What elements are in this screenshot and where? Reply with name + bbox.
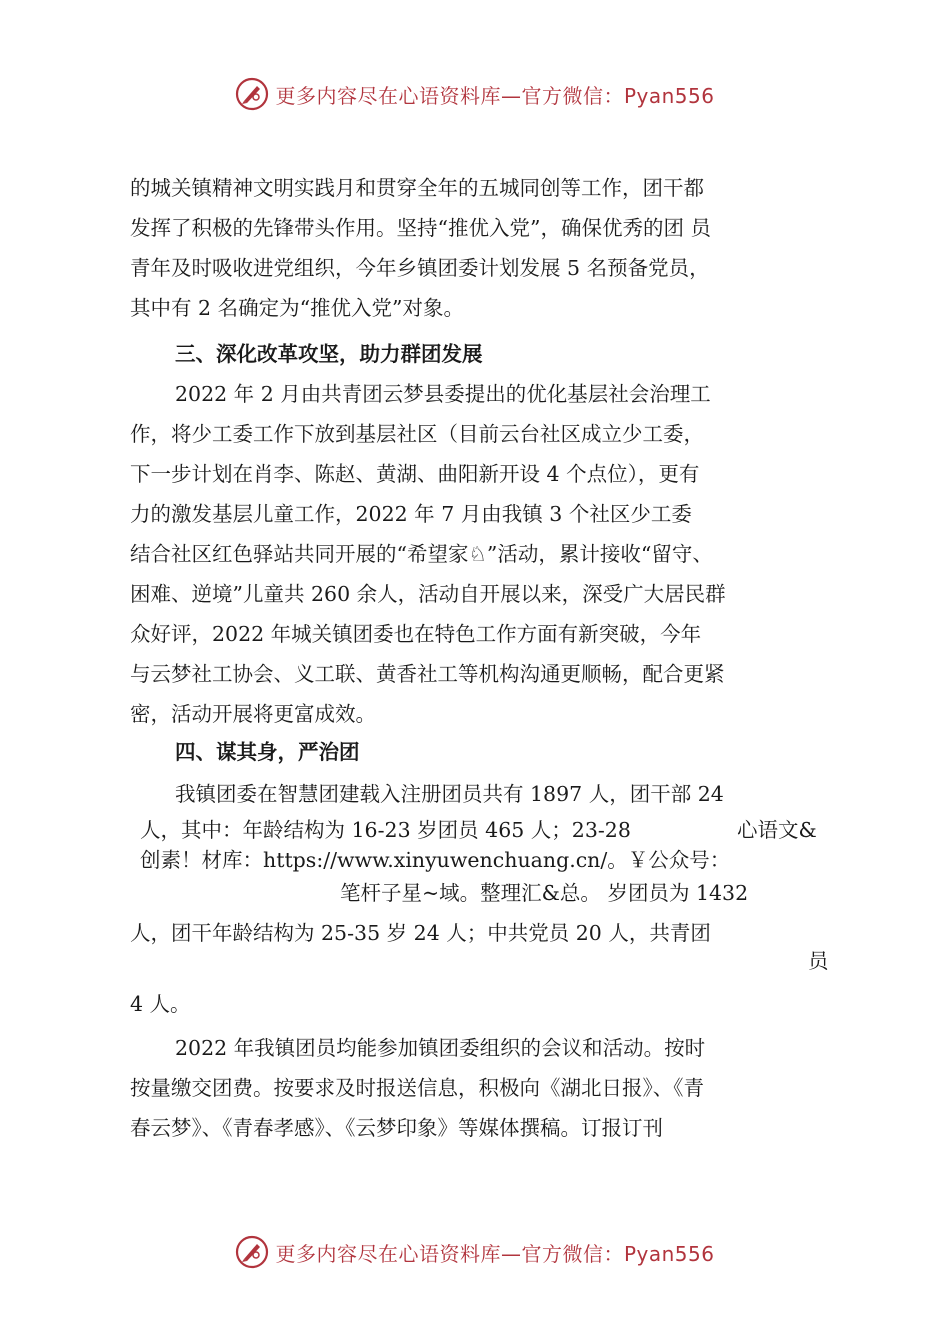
section-heading: 四、谋其身，严治团	[175, 740, 360, 764]
paragraph-line: 众好评，2022 年城关镇团委也在特色工作方面有新突破，今年	[130, 622, 702, 646]
pen-quill-logo-icon	[235, 77, 269, 111]
watermark-text: 更多内容尽在心语资料库—官方微信：Pyan556	[275, 83, 715, 108]
paragraph-line: 与云梦社工协会、义工联、黄香社工等机构沟通更顺畅，配合更紧	[130, 662, 725, 686]
paragraph-line: 4 人。	[130, 992, 191, 1016]
paragraph-line: 其中有 2 名确定为“推优入党”对象。	[130, 296, 465, 320]
paragraph-line: 2022 年我镇团员均能参加镇团委组织的会议和活动。按时	[175, 1036, 706, 1060]
paragraph-line: 青年及时吸收进党组织，今年乡镇团委计划发展 5 名预备党员，	[130, 256, 710, 280]
paragraph-line: 密，活动开展将更富成效。	[130, 702, 376, 726]
watermark-text: 更多内容尽在心语资料库—官方微信：Pyan556	[275, 1241, 715, 1266]
section-heading: 三、深化改革攻坚，助力群团发展	[175, 342, 483, 366]
watermark-banner-bottom	[0, 1230, 950, 1274]
paragraph-line: 员	[808, 949, 829, 973]
paragraph-line: 心语文&	[737, 818, 817, 842]
paragraph-line: 按量缴交团费。按要求及时报送信息，积极向《湖北日报》、《青	[130, 1076, 704, 1100]
paragraph-line: 创素！材库：https://www.xinyuwenchuang.cn/。￥公众号：	[140, 848, 731, 872]
paragraph-line: 2022 年 2 月由共青团云梦县委提出的优化基层社会治理工	[175, 382, 711, 406]
paragraph-line: 作，将少工委工作下放到基层社区（目前云台社区成立少工委，	[130, 422, 704, 446]
paragraph-line: 下一步计划在肖李、陈赵、黄湖、曲阳新开设 4 个点位），更有	[130, 462, 700, 486]
paragraph-line: 的城关镇精神文明实践月和贯穿全年的五城同创等工作，团干都	[130, 176, 704, 200]
paragraph-line: 笔杆子星~域。整理汇&总。 岁团员为 1432	[340, 881, 749, 905]
paragraph-line: 力的激发基层儿童工作，2022 年 7 月由我镇 3 个社区少工委	[130, 502, 692, 526]
paragraph-line: 春云梦》、《青春孝感》、《云梦印象》等媒体撰稿。订报订刊	[130, 1116, 663, 1140]
pen-quill-logo-icon	[235, 1235, 269, 1269]
paragraph-line: 人，其中：年龄结构为 16-23 岁团员 465 人；23-28	[140, 818, 631, 842]
watermark-banner-top	[0, 72, 950, 116]
paragraph-line: 结合社区红色驿站共同开展的“希望家♘”活动，累计接收“留守、	[130, 542, 713, 566]
paragraph-line: 我镇团委在智慧团建载入注册团员共有 1897 人，团干部 24	[175, 782, 724, 806]
paragraph-line: 发挥了积极的先锋带头作用。坚持“推优入党”，确保优秀的团 员	[130, 216, 711, 240]
paragraph-line: 困难、逆境”儿童共 260 余人，活动自开展以来，深受广大居民群	[130, 582, 726, 606]
paragraph-line: 人，团干年龄结构为 25-35 岁 24 人；中共党员 20 人，共青团	[130, 921, 711, 945]
